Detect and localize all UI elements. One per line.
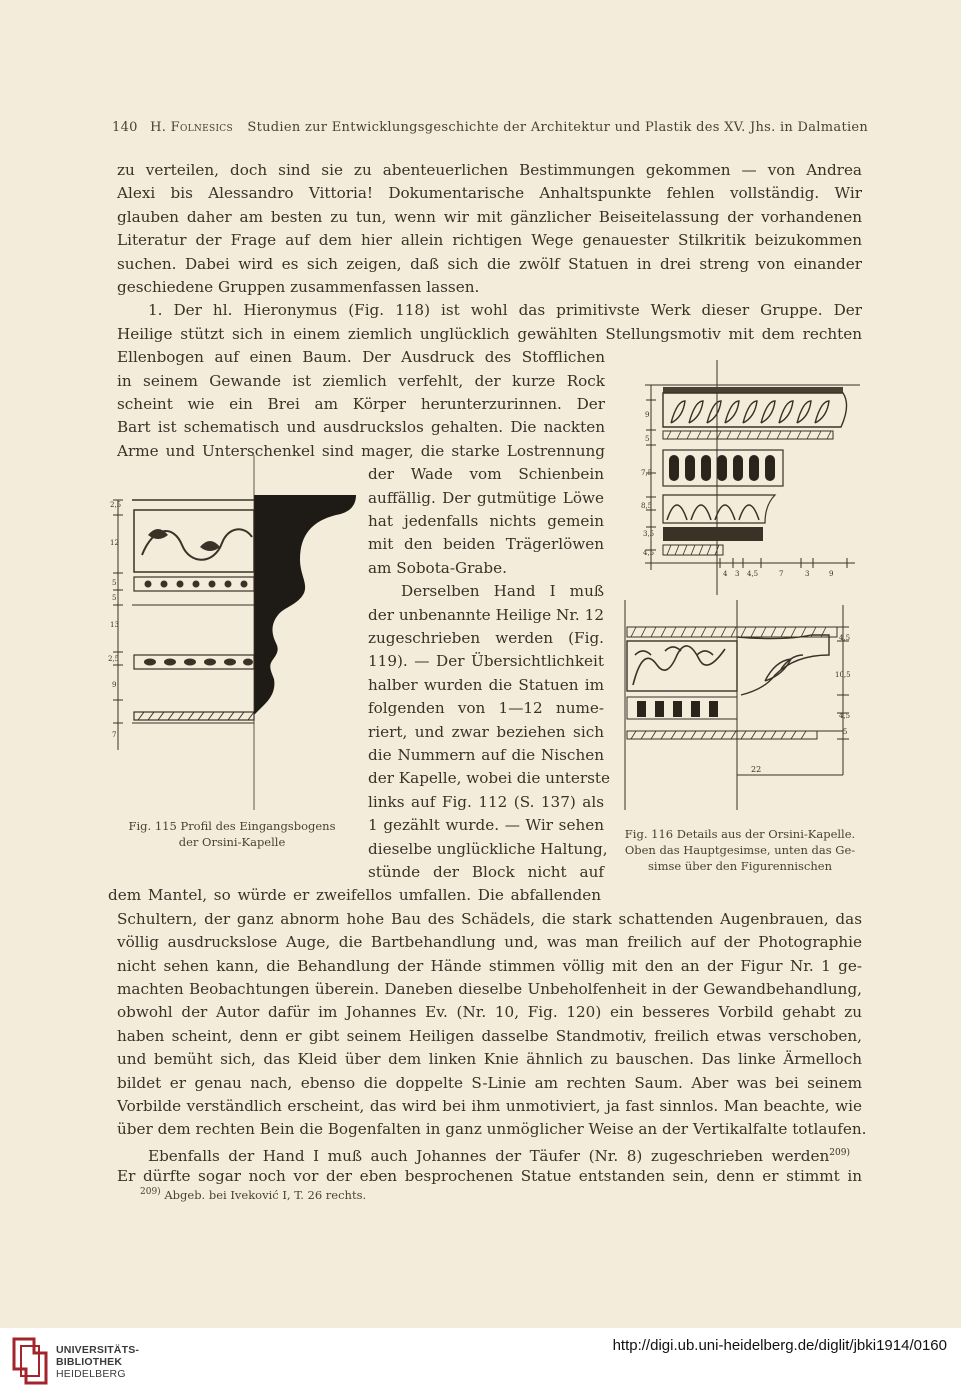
text-line: 1. Der hl. Hieronymus (Fig. 118) ist wohl das primitivste Werk dieser Gruppe. Der (148, 301, 862, 319)
text-line: Arme und Unterschenkel sind mager, die starke Lostrennung (117, 442, 605, 460)
text-line: Er dürfte sogar noch vor der eben besprochenen Statue entstanden sein, denn er stimmt in (117, 1167, 862, 1185)
text-line: am Sobota-Grabe. (368, 559, 507, 577)
text-line: 119). — Der Übersichtlichkeit (368, 652, 604, 670)
library-name-line1: UNIVERSITÄTS- (56, 1344, 140, 1356)
dim-label: 13 (110, 621, 119, 629)
dim-label: 5 (112, 579, 117, 587)
text-line: machten Beobachtungen überein. Daneben dieselbe Unbeholfenheit in der Gewandbehandlung, (117, 980, 862, 998)
text-line: geschiedene Gruppen zusammenfassen lassen. (117, 278, 480, 296)
dim-label: 12 (110, 539, 119, 547)
text-line (148, 1143, 850, 1166)
text-line: obwohl der Autor dafür im Johannes Ev. (Nr. 10, Fig. 120) ein besseres Vorbild gehabt zu (117, 1003, 862, 1021)
dim-label: 4,5 (839, 712, 851, 720)
footnote-number: 209) (140, 1187, 161, 1197)
text-line: Alexi bis Alessandro Vittoria! Dokumentarische Anhaltspunkte fehlen vollständig. Wir (117, 184, 862, 202)
source-url-link[interactable]: http://digi.ub.uni-heidelberg.de/diglit/jbki1914/0160 (612, 1337, 947, 1354)
text-line: stünde der Block nicht auf (368, 863, 604, 881)
text-line: haben scheint, denn er gibt seinem Heiligen dasselbe Standmotiv, freilich etwas verschoben, (117, 1027, 862, 1045)
text-line: 1 gezählt wurde. — Wir sehen (368, 816, 604, 834)
dim-label: 9 (829, 570, 834, 578)
text-line: der unbenannte Heilige Nr. 12 (368, 606, 604, 624)
caption-line: simse über den Figurennischen (648, 859, 832, 873)
text-line: in seinem Gewande ist ziemlich verfehlt, der kurze Rock (117, 372, 605, 390)
text-line: riert, und zwar beziehen sich (368, 723, 604, 741)
text-line: zugeschrieben werden (Fig. (368, 629, 604, 647)
text-line: auffällig. Der gutmütige Löwe (368, 489, 604, 507)
figure-115-caption (112, 818, 352, 850)
text-line: folgenden von 1—12 nume- (368, 699, 604, 717)
running-header (112, 120, 869, 135)
library-name-line3: HEIDELBERG (56, 1368, 126, 1380)
footnote-ref: 209) (829, 1148, 850, 1158)
text-line: Ellenbogen auf einen Baum. Der Ausdruck des Stofflichen (117, 348, 605, 366)
dim-label: 7 (779, 570, 784, 578)
dim-label: 3 (805, 570, 810, 578)
figure-116-cornice-drawing (615, 355, 865, 815)
text-line: Vorbilde verständlich erscheint, das wird bei ihm unmotiviert, ja fast sinnlos. Man beachte, wie (117, 1097, 862, 1115)
figure-116-caption (615, 826, 865, 874)
dim-label: 7,5 (641, 469, 653, 477)
text-line: mit den beiden Trägerlöwen (368, 535, 604, 553)
dim-label: 9 (112, 681, 117, 689)
dim-label: 7 (112, 731, 117, 739)
text-line: scheint wie ein Brei am Körper herunterzurinnen. Der (117, 395, 605, 413)
text-line: und bemüht sich, das Kleid über dem linken Knie ähnlich zu bauschen. Das linke Ärmelloch (117, 1050, 862, 1068)
text-line: halber wurden die Statuen im (368, 676, 604, 694)
text-line: Derselben Hand I muß (401, 582, 604, 600)
dim-label: 10,5 (835, 671, 851, 679)
dim-label: 3 (735, 570, 740, 578)
text-line: Bart ist schematisch und ausdruckslos gehalten. Die nackten (117, 418, 605, 436)
text-line: zu verteilen, doch sind sie zu abenteuerlichen Bestimmungen gekommen — von Andrea (117, 161, 862, 179)
caption-line: Fig. 116 Details aus der Orsini-Kapelle. (624, 827, 856, 841)
university-seal-icon (12, 1337, 48, 1385)
dim-label: 4 (723, 570, 728, 578)
header-author: H. Folnesics (150, 120, 233, 135)
dim-label: 5 (843, 728, 848, 736)
text-line: über dem rechten Bein die Bogenfalten in ganz unmöglicher Weise an der Vertikalfalte totlaufen. (117, 1120, 867, 1138)
text-line: Heilige stützt sich in einem ziemlich unglücklich gewählten Stellungsmotiv mit dem rechten (117, 325, 862, 343)
text-line-content: Ebenfalls der Hand I muß auch Johannes der Täufer (Nr. 8) zugeschrieben werden (148, 1147, 830, 1166)
text-line: dieselbe unglückliche Haltung, (368, 840, 608, 858)
text-line: Literatur der Frage auf dem hier allein richtigen Wege genauester Stilkritik beizukommen (117, 231, 862, 249)
dim-label: 3,5 (643, 530, 655, 538)
dim-label: 9 (645, 411, 650, 419)
text-line: suchen. Dabei wird es sich zeigen, daß sich die zwölf Statuen in drei streng von einander (117, 255, 862, 273)
caption-line: Oben das Hauptgesimse, unten das Ge- (624, 843, 856, 857)
text-line: völlig ausdruckslose Auge, die Bartbehandlung und, was man freilich auf der Photographie (117, 933, 862, 951)
dim-label: 5 (645, 435, 650, 443)
dim-label: 5 (112, 594, 117, 602)
text-line: Schultern, der ganz abnorm hohe Bau des Schädels, die stark schattenden Augenbrauen, das (117, 910, 862, 928)
header-title: Studien zur Entwicklungsgeschichte der Architektur und Plastik des XV. Jhs. in Dalmatien (247, 120, 869, 135)
text-line: nicht sehen kann, die Behandlung der Hände stimmen völlig mit den an der Figur Nr. 1 ge- (117, 957, 862, 975)
dim-label: 4,5 (643, 549, 655, 557)
text-line: die Nummern auf die Nischen (368, 746, 604, 764)
figure-115-profile-drawing (104, 455, 364, 810)
caption-line: Fig. 115 Profil des Eingangsbogens (128, 819, 336, 833)
dim-label: 8,5 (641, 502, 653, 510)
dim-label: 4,5 (747, 570, 759, 578)
dim-label: 2,5 (110, 501, 122, 509)
text-line: hat jedenfalls nichts gemein (368, 512, 604, 530)
footnote (140, 1187, 366, 1202)
dim-label: 2,5 (108, 655, 120, 663)
text-line: bildet er genau nach, ebenso die doppelte S-Linie am rechten Saum. Aber was bei seinem (117, 1074, 862, 1092)
library-name-line2: BIBLIOTHEK (56, 1356, 123, 1368)
page-number: 140 (112, 120, 138, 135)
dim-label: 4,5 (839, 634, 851, 642)
dim-label: 22 (751, 765, 762, 774)
text-line: der Wade vom Schienbein (368, 465, 604, 483)
text-line: dem Mantel, so würde er zweifellos umfallen. Die abfallenden (108, 886, 601, 904)
footnote-text: Abgeb. bei Iveković I, T. 26 rechts. (164, 1187, 367, 1202)
caption-line: der Orsini-Kapelle (178, 835, 286, 849)
text-line: glauben daher am besten zu tun, wenn wir mit gänzlicher Beiseitelassung der vorhandenen (117, 208, 862, 226)
text-line: links auf Fig. 112 (S. 137) als (368, 793, 604, 811)
text-line: der Kapelle, wobei die unterste (368, 769, 610, 787)
